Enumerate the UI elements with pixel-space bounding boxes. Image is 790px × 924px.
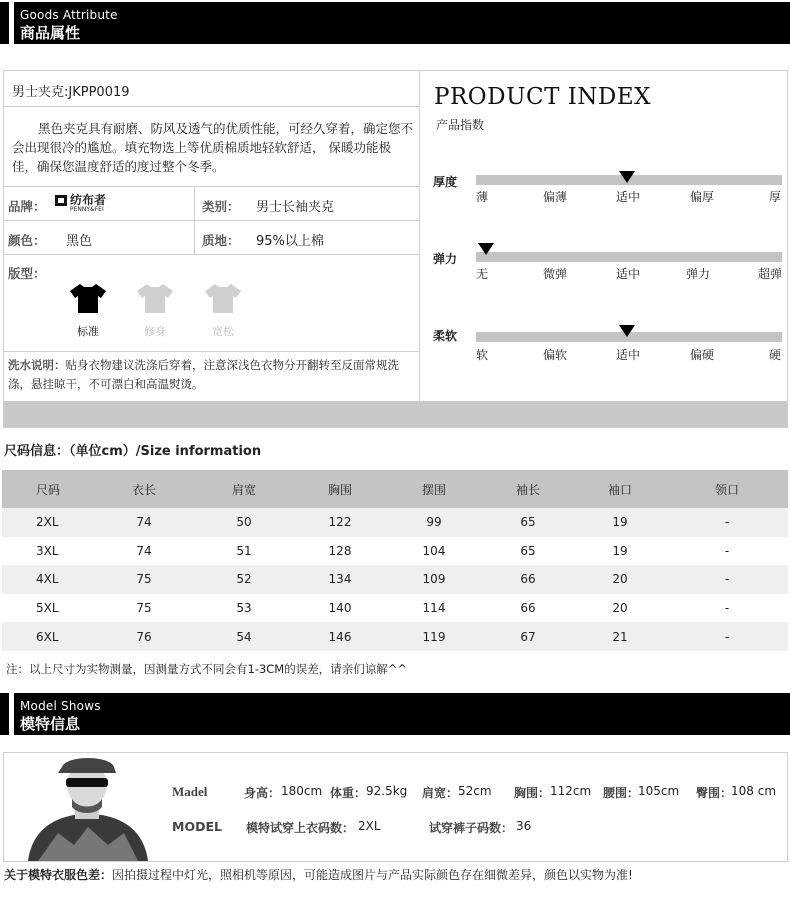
fit-loose-label: 宽松 [212,325,234,338]
table-cell: 6XL [2,622,94,651]
table-cell: 128 [328,543,352,558]
model-info-panel [3,752,788,862]
table-cell: - [724,543,730,558]
wash-label: 洗水说明： [8,358,66,372]
scale-tick: 偏硬 [690,348,715,362]
table-cell: 21 [574,622,666,651]
table-cell: 74 [136,543,152,558]
scale-tick: 偏软 [543,348,568,362]
table-cell: - [666,622,788,651]
header-en-title: Model Shows [20,699,101,713]
color-difference-note [4,866,633,883]
top-size-value: 2XL [358,819,381,833]
col-sleeve: 袖长 [482,470,574,508]
header-cn-title: 模特信息 [20,715,81,733]
table-cell: 109 [386,565,482,594]
table-cell: 75 [136,601,152,616]
product-index-title: PRODUCT INDEX [434,84,652,110]
table-cell: 67 [482,622,574,651]
header-cn-title: 商品属性 [20,24,81,42]
elasticity-marker-icon [478,243,494,255]
model-photo [18,753,152,861]
fit-slim-label: 修身 [144,325,166,338]
height-value: 180cm [281,784,323,798]
table-row [2,508,788,537]
category-value: 男士长袖夹克 [256,200,335,215]
scale-tick: 薄 [476,190,489,204]
waist-value: 105cm [638,784,680,798]
category-label: 类别： [202,199,240,214]
table-cell: 3XL [36,543,59,558]
table-cell: 4XL [2,565,94,594]
table-cell: 20 [612,601,628,616]
col-size: 尺码 [2,470,94,508]
description-row [4,107,420,187]
fit-standard-label: 标准 [77,325,99,338]
brand-category-row [4,187,420,221]
table-cell: 5XL [36,601,59,616]
model-label: MODEL [172,819,222,834]
table-cell: 76 [94,622,194,651]
shoulder-value: 52cm [458,784,492,798]
col-shoulder: 肩宽 [194,470,294,508]
chest-label: 胸围： [514,786,551,800]
scale-tick: 厚 [769,190,782,204]
table-cell: 140 [328,601,352,616]
table-cell: 54 [194,622,294,651]
brand-name: 纺布者 [70,193,107,207]
product-title-row [4,71,420,107]
attribute-left-column [4,71,420,401]
fit-loose-shirt-icon [203,282,243,314]
size-table-body [2,508,788,651]
table-row [2,594,788,623]
product-description: 黑色夹克具有耐磨、防风及透气的优质性能，可经久穿着，确定您不会出现很冷的尴尬。填充物选上等优质棉质地轻软舒适， 保暖功能极佳，确保您温度舒适的度过整个冬季。 [12,121,414,174]
table-cell: 75 [94,565,194,594]
elasticity-label: 弹力 [433,252,458,266]
table-cell: 146 [294,622,386,651]
scale-tick: 微弹 [543,267,568,281]
header-accent-bar [9,2,14,44]
table-cell: 2XL [2,508,94,537]
scale-tick: 弹力 [686,267,711,281]
col-collar: 领口 [666,470,788,508]
table-cell: 50 [194,508,294,537]
brand-en: PENNY&FEI [70,206,104,213]
table-cell: 99 [386,508,482,537]
size-info-title: 尺码信息：（单位cm）/Size information [4,444,262,459]
product-title: 男士夹克:JKPP0019 [12,85,130,100]
weight-value: 92.5kg [366,784,408,798]
material-label: 质地： [202,233,240,248]
color-label: 颜色： [8,233,46,248]
fit-label: 版型： [8,266,46,281]
softness-marker-icon [619,325,635,337]
scale-tick: 适中 [616,190,641,204]
scale-tick: 适中 [616,348,641,362]
hip-label: 臀围： [696,786,733,800]
table-cell: 122 [294,508,386,537]
footer-text: 因拍摄过程中灯光，照相机等原因，可能造成图片与产品实际颜色存在细微差异，颜色以实物为准! [112,868,633,882]
table-cell: 114 [422,601,446,616]
top-size-label: 模特试穿上衣码数： [246,821,355,835]
table-row [2,622,788,651]
fit-standard-shirt-icon [68,282,108,314]
size-table-header [2,470,788,508]
table-cell: 53 [236,601,252,616]
hip-value: 108 cm [731,784,777,798]
table-cell: - [724,601,730,616]
col-hem: 摆围 [386,470,482,508]
thickness-label: 厚度 [433,175,458,189]
table-cell: 20 [574,565,666,594]
col-chest: 胸围 [294,470,386,508]
height-label: 身高： [244,786,281,800]
material-value: 95%以上棉 [256,234,324,249]
table-cell: 134 [294,565,386,594]
goods-attribute-header [0,2,790,44]
footer-label: 关于模特衣服色差： [4,868,113,882]
scale-tick: 硬 [769,348,782,362]
color-value: 黑色 [66,234,93,249]
waist-label: 腰围： [603,786,640,800]
pants-size-value: 36 [516,819,532,833]
header-en-title: Goods Attribute [20,8,118,22]
table-cell: 51 [236,543,252,558]
thickness-marker-icon [619,171,635,183]
size-note: 注：以上尺寸为实物测量，因测量方式不同会有1-3CM的误差，请亲们谅解^^ [6,662,408,676]
weight-label: 体重： [330,786,367,800]
table-cell: 65 [520,543,536,558]
scale-tick: 偏厚 [690,190,715,204]
scale-tick: 超弹 [758,267,783,281]
wash-instructions [4,351,420,401]
product-index-subtitle: 产品指数 [436,118,485,132]
table-cell: 66 [520,601,536,616]
table-cell: - [666,565,788,594]
col-length: 衣长 [94,470,194,508]
table-cell: 65 [482,508,574,537]
pants-size-label: 试穿裤子码数： [429,821,514,835]
fit-slim-shirt-icon [135,282,175,314]
brand-logo [54,193,68,210]
scale-tick: 偏薄 [543,190,568,204]
shoulder-label: 肩宽： [422,786,459,800]
madel-label: Madel [172,784,208,799]
brand-label: 品牌： [8,199,46,214]
table-cell: 19 [574,508,666,537]
col-cuff: 袖口 [574,470,666,508]
color-material-row [4,221,420,255]
size-table [2,470,788,651]
softness-label: 柔软 [433,329,458,343]
panel-bottom-strip [4,401,787,427]
table-cell: - [666,508,788,537]
model-shows-header [0,693,790,735]
table-cell: 74 [94,508,194,537]
goods-attribute-panel [3,70,788,428]
brand-logo-icon [54,193,68,207]
table-row [2,537,788,566]
table-cell: 66 [482,565,574,594]
scale-tick: 适中 [616,267,641,281]
chest-value: 112cm [550,784,592,798]
header-accent-bar [9,693,14,735]
table-cell: 52 [194,565,294,594]
table-cell: 104 [422,543,446,558]
wash-text: 贴身衣物建议洗涤后穿着，注意深浅色衣物分开翻转至反面常规洗涤，悬挂晾干，不可漂白和高温熨烫。 [8,358,399,391]
table-cell: 119 [386,622,482,651]
scale-tick: 无 [476,267,489,281]
table-row [2,565,788,594]
table-cell: 19 [612,543,628,558]
scale-tick: 软 [476,348,489,362]
